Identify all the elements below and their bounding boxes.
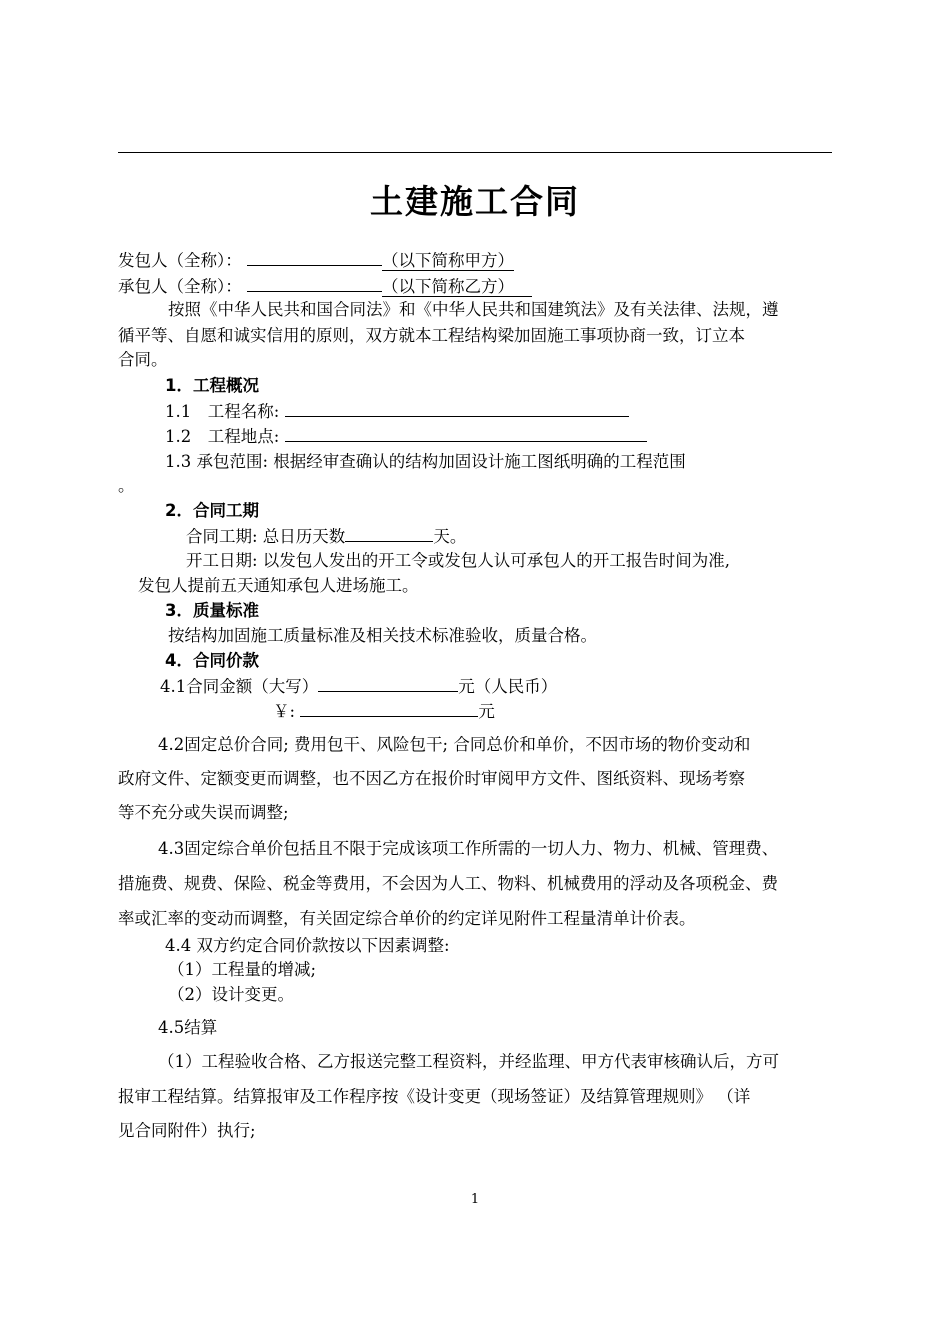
clause-4-3-line-3: 率或汇率的变动而调整，有关固定综合单价的约定详见附件工程量清单计价表。 [118,909,696,928]
clause-4-3-line-2: 措施费、规费、保险、税金等费用，不会因为人工、物料、机械费用的浮动及各项税金、费 [118,874,778,893]
duration-line [186,524,466,549]
yen-label: ￥: [273,702,296,721]
clause-4-4-item-2: （2）设计变更。 [168,985,294,1004]
project-location-line [165,424,647,449]
section-2-heading: 2．合同工期 [165,501,259,520]
amount-words-line [160,674,557,699]
section-4-heading: 4．合同价款 [165,651,259,670]
page-number: 1 [470,1192,480,1207]
amount-words-blank[interactable] [318,674,458,692]
party-b-note: （以下简称乙方） [382,277,532,297]
document-title: 土建施工合同 [370,182,580,221]
project-location-label: 1.2 工程地点: [165,427,280,446]
party-a-note: （以下简称甲方） [382,251,514,270]
duration-blank[interactable] [345,524,433,542]
project-name-blank[interactable] [285,399,629,417]
clause-4-5-1-line-2: 报审工程结算。结算报审及工作程序按《设计变更（现场签证）及结算管理规则》 （详 [118,1087,751,1106]
amount-figures-line [273,699,495,724]
clause-4-5-1-line-3: 见合同附件）执行; [118,1121,256,1140]
scope-line: 1.3 承包范围: 根据经审查确认的结构加固设计施工图纸明确的工程范围 [165,452,686,471]
project-location-blank[interactable] [285,424,647,442]
party-a-label: 发包人（全称）： [118,251,242,270]
clause-4-2-line-2: 政府文件、定额变更而调整，也不因乙方在报价时审阅甲方文件、图纸资料、现场考察 [118,769,745,788]
header-rule [118,152,832,153]
intro-line-2: 循平等、自愿和诚实信用的原则，双方就本工程结构梁加固施工事项协商一致，订立本 [118,326,745,345]
project-name-label: 1.1 工程名称: [165,402,280,421]
clause-4-5-heading: 4.5结算 [158,1018,218,1037]
amount-words-unit: 元（人民币） [458,677,558,696]
scope-line-cont: 。 [118,476,135,495]
clause-4-2-line-1: 4.2固定总价合同; 费用包干、风险包干; 合同总价和单价，不因市场的物价变动和 [158,735,751,754]
start-date-line-1: 开工日期: 以发包人发出的开工令或发包人认可承包人的开工报告时间为准, [186,551,731,570]
amount-words-label: 4.1合同金额（大写） [160,677,319,696]
party-b-line [118,274,532,299]
intro-line-3: 合同。 [118,350,168,369]
clause-4-4-item-1: （1）工程量的增减; [168,960,317,979]
intro-line-1: 按照《中华人民共和国合同法》和《中华人民共和国建筑法》及有关法律、法规，遵 [168,300,779,319]
project-name-line [165,399,629,424]
clause-4-3-line-1: 4.3固定综合单价包括且不限于完成该项工作所需的一切人力、物力、机械、管理费、 [158,839,779,858]
duration-label: 合同工期: 总日历天数 [186,527,346,546]
clause-4-2-line-3: 等不充分或失误而调整; [118,803,289,822]
quality-text: 按结构加固施工质量标准及相关技术标准验收，质量合格。 [168,626,597,645]
amount-figures-blank[interactable] [300,699,478,717]
party-b-label: 承包人（全称）： [118,277,242,296]
section-1-heading: 1．工程概况 [165,376,259,395]
party-a-line [118,248,514,273]
clause-4-5-1-line-1: （1）工程验收合格、乙方报送完整工程资料，并经监理、甲方代表审核确认后，方可 [158,1052,779,1071]
duration-unit: 天。 [433,527,467,546]
section-3-heading: 3．质量标准 [165,601,259,620]
start-date-line-2: 发包人提前五天通知承包人进场施工。 [138,576,419,595]
clause-4-4: 4.4 双方约定合同价款按以下因素调整: [165,936,450,955]
yuan-unit: 元 [478,702,495,721]
party-a-blank[interactable] [247,248,382,266]
party-b-blank[interactable] [247,274,382,292]
